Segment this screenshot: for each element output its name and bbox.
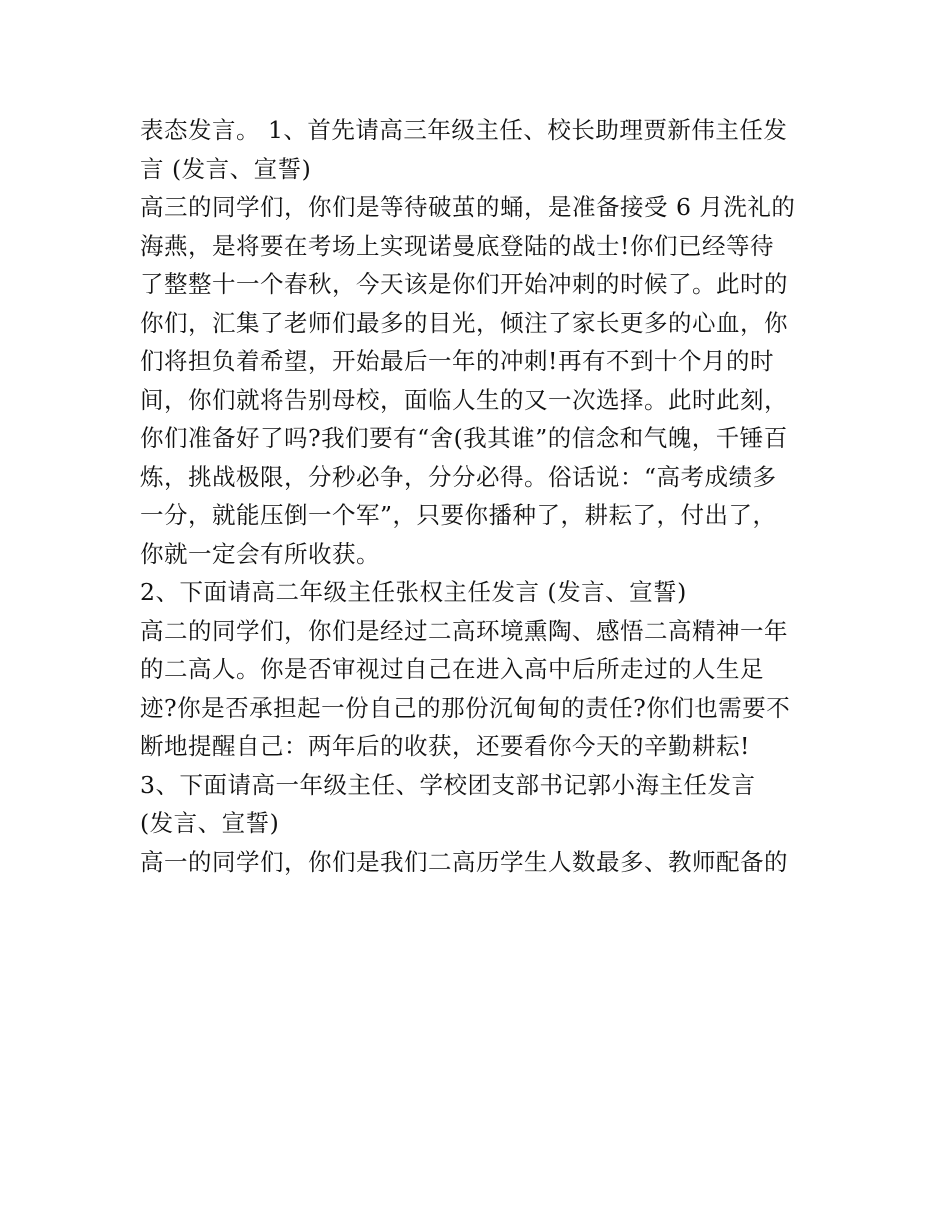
text-line: 的二高人。你是否审视过自己在进入高中后所走过的人生足 xyxy=(140,655,764,683)
text-line: 了整整十一个春秋，今天该是你们开始冲刺的时候了。此时的 xyxy=(140,270,788,298)
text-line: 们将担负着希望，开始最后一年的冲刺!再有不到十个月的时 xyxy=(140,347,774,375)
text-line: 一分，就能压倒一个军”，只要你播种了，耕耘了，付出了， xyxy=(140,501,777,529)
text-line: 断地提醒自己：两年后的收获，还要看你今天的辛勤耕耘! xyxy=(140,732,750,760)
text-line: 你们准备好了吗?我们要有“舍(我其谁”的信念和气魄，千锤百 xyxy=(140,424,788,452)
text-line: 表态发言。 1、首先请高三年级主任、校长助理贾新伟主任发 xyxy=(140,116,788,144)
text-line: 2、下面请高二年级主任张权主任发言 (发言、宣誓) xyxy=(140,578,687,606)
text-line: 3、下面请高一年级主任、学校团支部书记郭小海主任发言 xyxy=(140,770,756,799)
text-line: 高三的同学们，你们是等待破茧的蛹，是准备接受 6 月洗礼的 xyxy=(140,193,796,221)
text-line: 海燕，是将要在考场上实现诺曼底登陆的战士!你们已经等待 xyxy=(140,231,774,260)
text-line: 高二的同学们，你们是经过二高环境熏陶、感悟二高精神一年 xyxy=(140,616,788,645)
document-body xyxy=(140,111,840,881)
text-line: 你们，汇集了老师们最多的目光，倾注了家长更多的心血，你 xyxy=(140,308,788,337)
text-line: 言 (发言、宣誓) xyxy=(140,154,312,183)
text-line: 你就一定会有所收获。 xyxy=(140,539,380,568)
text-line: 间，你们就将告别母校，面临人生的又一次选择。此时此刻， xyxy=(140,385,788,414)
text-line: 迹?你是否承担起一份自己的那份沉甸甸的责任?你们也需要不 xyxy=(140,693,791,722)
text-line: 高一的同学们，你们是我们二高历学生人数最多、教师配备的 xyxy=(140,847,788,876)
text-line: 炼，挑战极限，分秒必争，分分必得。俗话说：“高考成绩多 xyxy=(140,462,777,491)
text-line: (发言、宣誓) xyxy=(140,809,280,837)
